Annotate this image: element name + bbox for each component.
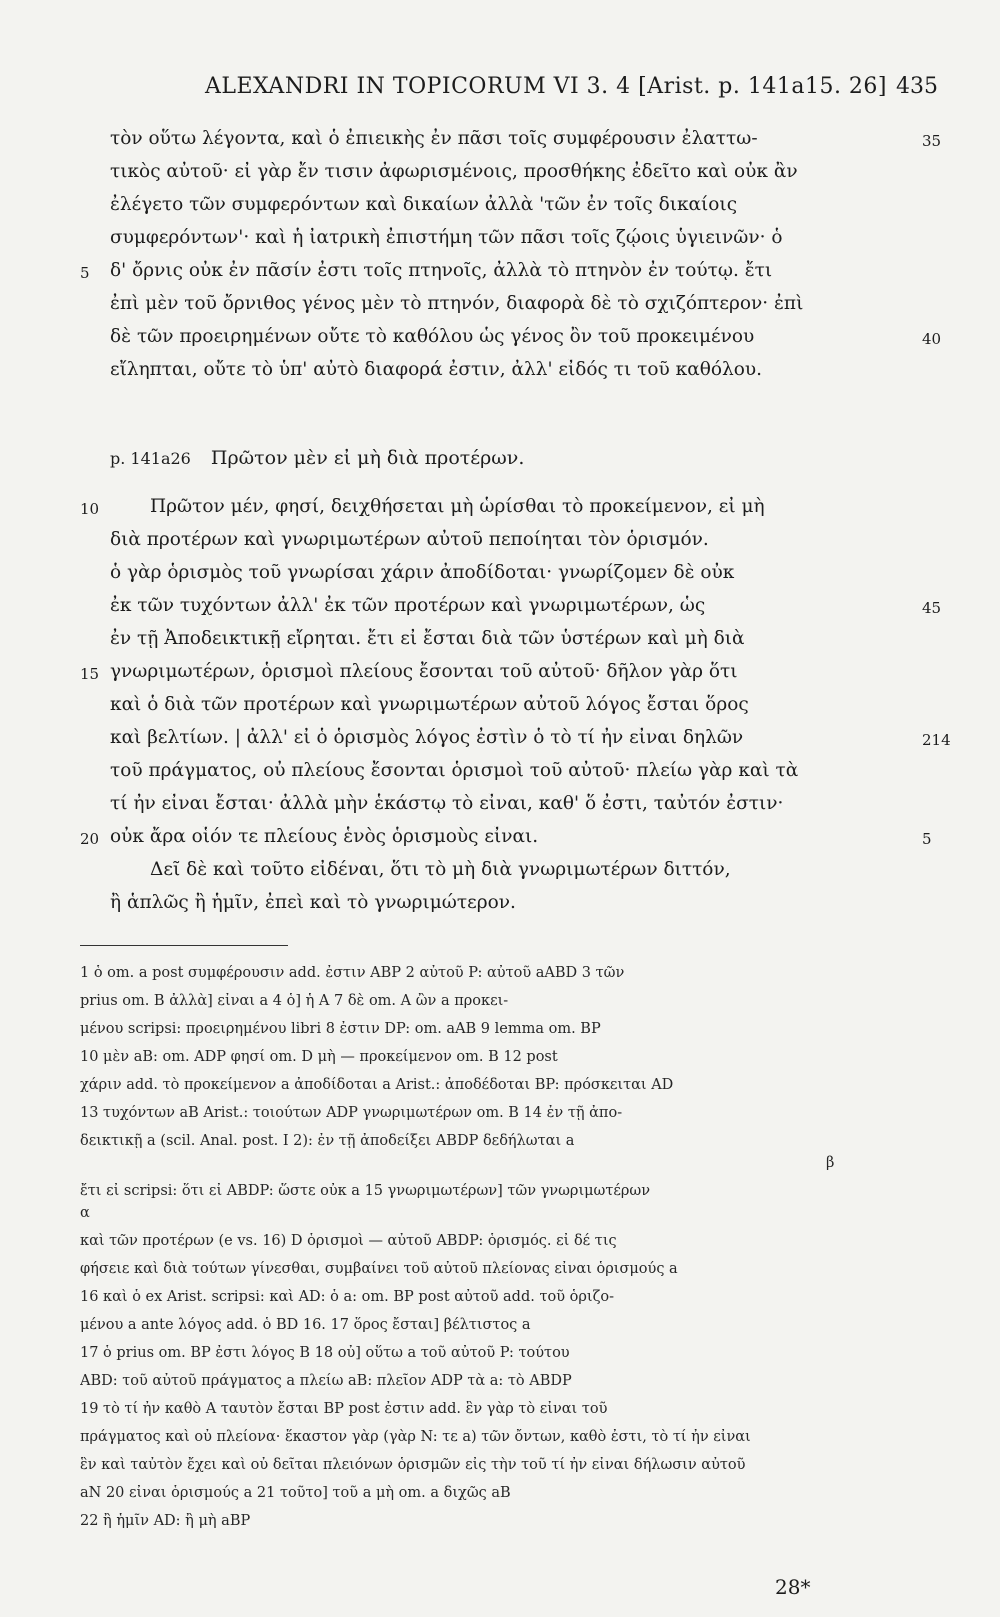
text-line: Πρῶτον μέν, φησί, δειχθήσεται μὴ ὡρίσθαι τὸ προκείμενον, εἰ μὴ — [150, 496, 765, 517]
apparatus-line: δεικτικῇ a (scil. Anal. post. I 2): ἐν τῇ ἀποδείξει ABDP δεδήλωται a — [80, 1133, 575, 1149]
apparatus-line: 22 ἢ ἡμῖν AD: ἢ μὴ aBP — [80, 1513, 251, 1529]
text-line: ἢ ἁπλῶς ἢ ἡμῖν, ἐπεὶ καὶ τὸ γνωριμώτερον. — [110, 892, 516, 913]
text-line: ἐκ τῶν τυχόντων ἀλλ' ἐκ τῶν προτέρων καὶ γνωριμωτέρων, ὡς — [110, 595, 706, 616]
apparatus-line: 17 ὁ prius om. BP ἐστι λόγος B 18 οὐ] οὕτω a τοῦ αὐτοῦ P: τούτου — [80, 1345, 570, 1361]
apparatus-line: χάριν add. τὸ προκείμενον a ἀποδίδοται a Arist.: ἀποδέδοται BP: πρόσκειται AD — [80, 1077, 674, 1093]
lemma-reference: p. 141a26 — [110, 449, 191, 468]
text-line: ἐν τῇ Ἀποδεικτικῇ εἴρηται. ἔτι εἰ ἔσται διὰ τῶν ὑστέρων καὶ μὴ διὰ — [110, 628, 745, 649]
apparatus-line: ABD: τοῦ αὐτοῦ πράγματος a πλείω aB: πλεῖον ADP τὰ a: τὸ ABDP — [80, 1373, 572, 1389]
text-line: καὶ βελτίων. | ἀλλ' εἰ ὁ ὁρισμὸς λόγος ἐστὶν ὁ τὸ τί ἦν εἶναι δηλῶν — [110, 727, 744, 748]
apparatus-line: 16 καὶ ὁ ex Arist. scripsi: καὶ AD: ὁ a: om. BP post αὐτοῦ add. τοῦ ὁριζο- — [80, 1289, 615, 1305]
signature-mark: 28* — [775, 1575, 811, 1599]
text-line: συμφερόντων'· καὶ ἡ ἰατρικὴ ἐπιστήμη τῶν πᾶσι τοῖς ζῴοις ὑγιεινῶν· ὁ — [110, 227, 783, 248]
running-header — [0, 74, 1000, 110]
text-line: ἐπὶ μὲν τοῦ ὄρνιθος γένος μὲν τὸ πτηνόν, διαφορὰ δὲ τὸ σχιζόπτερον· ἐπὶ — [110, 293, 804, 314]
page-number: 435 — [896, 74, 938, 99]
apparatus-line: aN 20 εἶναι ὁρισμούς a 21 τοῦτο] τοῦ a μὴ om. a διχῶς aB — [80, 1485, 511, 1501]
text-line: τοῦ πράγματος, οὐ πλείους ἔσονται ὁρισμοὶ τοῦ αὐτοῦ· πλείω γὰρ καὶ τὰ — [110, 760, 799, 781]
text-line: Δεῖ δὲ καὶ τοῦτο εἰδέναι, ὅτι τὸ μὴ διὰ γνωριμωτέρων διττόν, — [150, 859, 731, 880]
text-line: ἐλέγετο τῶν συμφερόντων καὶ δικαίων ἀλλὰ 'τῶν ἐν τοῖς δικαίοις — [110, 194, 738, 215]
apparatus-line: 10 μὲν aB: om. ADP φησί om. D μὴ — προκείμενον om. B 12 post — [80, 1049, 558, 1065]
text-line: διὰ προτέρων καὶ γνωριμωτέρων αὐτοῦ πεποίηται τὸν ὁρισμόν. — [110, 529, 709, 550]
apparatus-line: μένου a ante λόγος add. ὁ BD 16. 17 ὅρος ἔσται] βέλτιστος a — [80, 1317, 531, 1333]
line-number: 20 — [80, 830, 100, 848]
apparatus-line: prius om. B ἀλλὰ] εἶναι a 4 ὁ] ἡ A 7 δὲ om. A ὢν a προκει- — [80, 993, 509, 1009]
text-line: ὁ γὰρ ὁρισμὸς τοῦ γνωρίσαι χάριν ἀποδίδοται· γνωρίζομεν δὲ οὐκ — [110, 562, 735, 583]
text-line: γνωριμωτέρων, ὁρισμοὶ πλείους ἔσονται τοῦ αὐτοῦ· δῆλον γὰρ ὅτι — [110, 661, 738, 682]
text-line: εἴληπται, οὔτε τὸ ὑπ' αὐτὸ διαφορά ἐστιν, ἀλλ' εἶδός τι τοῦ καθόλου. — [110, 359, 762, 380]
apparatus-line: α — [80, 1205, 90, 1221]
apparatus-line: καὶ τῶν προτέρων (e vs. 16) D ὁρισμοὶ — αὐτοῦ ABDP: ὁρισμός. εἰ δέ τις — [80, 1233, 617, 1249]
apparatus-line: πράγματος καὶ οὐ πλείονα· ἕκαστον γὰρ (γὰρ N: τε a) τῶν ὄντων, καθὸ ἐστι, τὸ τί ἦν εἶναι — [80, 1429, 751, 1445]
text-line: καὶ ὁ διὰ τῶν προτέρων καὶ γνωριμωτέρων αὐτοῦ λόγος ἔσται ὅρος — [110, 694, 749, 715]
line-number: 35 — [922, 132, 942, 150]
line-number: 15 — [80, 665, 100, 683]
line-number: 214 — [922, 731, 951, 749]
footnote-rule — [80, 945, 288, 946]
text-line: τικὸς αὐτοῦ· εἰ γὰρ ἔν τισιν ἀφωρισμένοις, προσθήκης ἐδεῖτο καὶ οὐκ ἂν — [110, 161, 798, 182]
line-number: 10 — [80, 500, 100, 518]
line-number: 5 — [80, 264, 90, 282]
apparatus-line: 13 τυχόντων aB Arist.: τοιούτων ADP γνωριμωτέρων om. B 14 ἐν τῇ ἀπο- — [80, 1105, 623, 1121]
apparatus-line: 1 ὁ om. a post συμφέρουσιν add. ἐστιν ABP 2 αὐτοῦ P: αὐτοῦ aABD 3 τῶν — [80, 965, 625, 981]
apparatus-line: β — [826, 1155, 835, 1171]
apparatus-line: φήσειε καὶ διὰ τούτων γίνεσθαι, συμβαίνει τοῦ αὐτοῦ πλείονας εἶναι ὁρισμούς a — [80, 1261, 678, 1277]
text-line: οὐκ ἄρα οἷόν τε πλείους ἑνὸς ὁρισμοὺς εἶναι. — [110, 826, 539, 847]
text-line: τὸν οὕτω λέγοντα, καὶ ὁ ἐπιεικὴς ἐν πᾶσι τοῖς συμφέρουσιν ἐλαττω- — [110, 128, 758, 149]
text-line: δ' ὄρνις οὐκ ἐν πᾶσίν ἐστι τοῖς πτηνοῖς, ἀλλὰ τὸ πτηνὸν ἐν τούτῳ. ἔτι — [110, 260, 773, 281]
apparatus-line: 19 τὸ τί ἦν καθὸ A ταυτὸν ἔσται BP post ἐστιν add. ἓν γὰρ τὸ εἶναι τοῦ — [80, 1401, 608, 1417]
apparatus-line: μένου scripsi: προειρημένου libri 8 ἐστιν DP: om. aAB 9 lemma om. BP — [80, 1021, 601, 1037]
line-number: 45 — [922, 599, 942, 617]
running-title: ALEXANDRI IN TOPICORUM VI 3. 4 [Arist. p. 141a15. 26] — [205, 74, 888, 99]
apparatus-line: ἔτι εἰ scripsi: ὅτι εἰ ABDP: ὥστε οὐκ a 15 γνωριμωτέρων] τῶν γνωριμωτέρων — [80, 1183, 651, 1199]
lemma-line — [110, 447, 524, 469]
text-line: δὲ τῶν προειρημένων οὔτε τὸ καθόλου ὡς γένος ὂν τοῦ προκειμένου — [110, 326, 755, 347]
line-number: 40 — [922, 330, 942, 348]
text-line: τί ἦν εἶναι ἔσται· ἀλλὰ μὴν ἑκάστῳ τὸ εἶναι, καθ' ὅ ἐστι, ταὐτόν ἐστιν· — [110, 793, 784, 814]
lemma-text: Πρῶτον μὲν εἰ μὴ διὰ προτέρων. — [210, 447, 525, 469]
line-number: 5 — [922, 830, 932, 848]
apparatus-line: ἓν καὶ ταὐτὸν ἔχει καὶ οὐ δεῖται πλειόνων ὁρισμῶν εἰς τὴν τοῦ τί ἦν εἶναι δήλωσιν αὐτοῦ — [80, 1457, 746, 1473]
